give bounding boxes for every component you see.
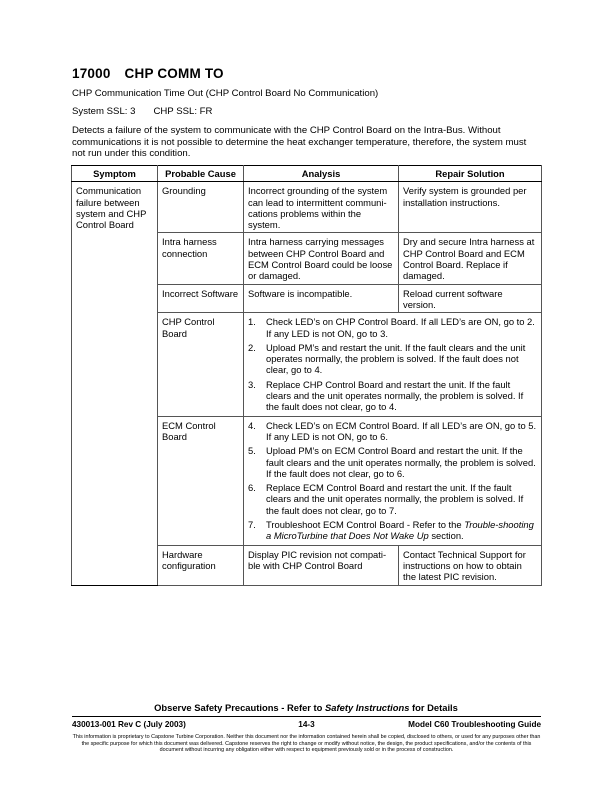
step-text: Replace CHP Control Board and restart the unit. If the fault clears and the unit operates normally, the problem is solved. If the fault does not clear, go to 4. <box>266 378 524 413</box>
document-number: 430013-001 Rev C (July 2003) <box>72 720 186 729</box>
analysis-cell: Software is incompatible. <box>244 284 399 313</box>
list-item <box>248 342 537 376</box>
chp-ssl: CHP SSL: FR <box>153 106 213 117</box>
safety-notice-prefix: Observe Safety Precautions - Refer to <box>154 702 326 713</box>
analysis-cell: Incorrect grounding of the system can lead to intermittent communi-cations problems within the system. <box>244 182 399 233</box>
safety-notice-suffix: for Details <box>409 702 458 713</box>
column-header: Symptom <box>72 166 158 182</box>
fault-code: 17000 <box>72 66 111 81</box>
list-item <box>248 379 537 413</box>
steps-list <box>248 316 537 412</box>
steps-cell <box>244 313 542 416</box>
list-item <box>248 316 537 339</box>
system-ssl: System SSL: 3 <box>72 106 136 117</box>
solution-cell: Reload current software version. <box>399 284 542 313</box>
solution-cell: Contact Technical Support for instructions on how to obtain the latest PIC revision. <box>399 545 542 585</box>
step-text: Check LED’s on ECM Control Board. If all LED’s are ON, go to 5. If any LED is not ON, go to 6. <box>266 419 537 442</box>
footer-bar <box>72 720 541 729</box>
fault-description: Detects a failure of the system to communicate with the CHP Control Board on the Intra-Bus. Without communications it is not possible to determine the heat exchanger temperature, therefore, the system must not run under this condition. <box>72 125 527 160</box>
step-text: Upload PM’s and restart the unit. If the fault clears and the unit operates normally, the problem is solved. If the fault does not clear, go to 4. <box>266 341 526 376</box>
step-text-tail: section. <box>428 530 464 542</box>
list-item <box>248 420 537 443</box>
cause-cell: Intra harness connection <box>158 233 244 284</box>
cause-cell: Hardware configuration <box>158 545 244 585</box>
page-number: 14-3 <box>298 720 315 729</box>
table-header-row <box>72 166 542 182</box>
step-number: 4. <box>248 419 256 431</box>
cause-cell: ECM Control Board <box>158 416 244 545</box>
step-number: 3. <box>248 378 256 390</box>
safety-notice <box>0 702 612 713</box>
fault-name: CHP COMM TO <box>124 66 224 81</box>
solution-cell: Verify system is grounded per installation instructions. <box>399 182 542 233</box>
step-number: 7. <box>248 519 256 531</box>
safety-notice-link-text: Safety Instructions <box>325 702 410 713</box>
symptom-cell: Communication failure between system and CHP Control Board <box>72 182 158 585</box>
cause-cell: Grounding <box>158 182 244 233</box>
column-header: Analysis <box>244 166 399 182</box>
column-header: Probable Cause <box>158 166 244 182</box>
cause-cell: Incorrect Software <box>158 284 244 313</box>
analysis-cell: Display PIC revision not compati-ble with CHP Control Board <box>244 545 399 585</box>
cross-reference-title: Trouble-shooting a MicroTurbine that Does Not Wake Up <box>266 519 534 542</box>
list-item <box>248 445 537 479</box>
fault-subtitle: CHP Communication Time Out (CHP Control Board No Communication) <box>72 88 379 99</box>
step-number: 2. <box>248 341 256 353</box>
troubleshooting-table <box>71 165 542 586</box>
analysis-cell: Intra harness carrying messages between CHP Control Board and ECM Control Board could be loose or damaged. <box>244 233 399 284</box>
step-text <box>266 519 537 542</box>
guide-title: Model C60 Troubleshooting Guide <box>408 720 541 729</box>
step-text: Check LED’s on CHP Control Board. If all LED’s are ON, go to 2. If any LED is not ON, go to 3. <box>266 316 535 339</box>
steps-cell <box>244 416 542 545</box>
step-text: Upload PM’s on ECM Control Board and restart the unit. If the fault clears and the unit operates normally, the problem is solved. If the fault does not clear, go to 6. <box>266 445 536 479</box>
cause-cell: CHP Control Board <box>158 313 244 416</box>
table-row <box>72 182 542 233</box>
legal-notice: This information is proprietary to Capstone Turbine Corporation. Neither this document nor the information contained herein shall be copied, disclosed to others, or used for any purposes other than the specific purpose for which this document was delivered. Capstone reserves the right to change or modify without notice, the design, the product specifications, and/or the contents of this document without incurring any obligation either with respect to equipment previously sold or in the process of construction. <box>72 734 541 754</box>
solution-cell: Dry and secure Intra harness at CHP Control Board and ECM Control Board. Replace if damaged. <box>399 233 542 284</box>
footer-divider <box>72 716 541 717</box>
ssl-line <box>72 106 212 118</box>
step-text: Replace ECM Control Board and restart the unit. If the fault clears and the unit operates normally, the problem is solved. If the fault does not clear, go to 7. <box>266 482 524 516</box>
column-header: Repair Solution <box>399 166 542 182</box>
page-title <box>72 66 224 81</box>
steps-list <box>248 420 537 542</box>
step-number: 6. <box>248 482 256 494</box>
list-item <box>248 519 537 542</box>
step-number: 1. <box>248 316 256 328</box>
list-item <box>248 482 537 516</box>
step-text-lead: Troubleshoot ECM Control Board - Refer to the <box>266 519 465 531</box>
step-number: 5. <box>248 445 256 457</box>
